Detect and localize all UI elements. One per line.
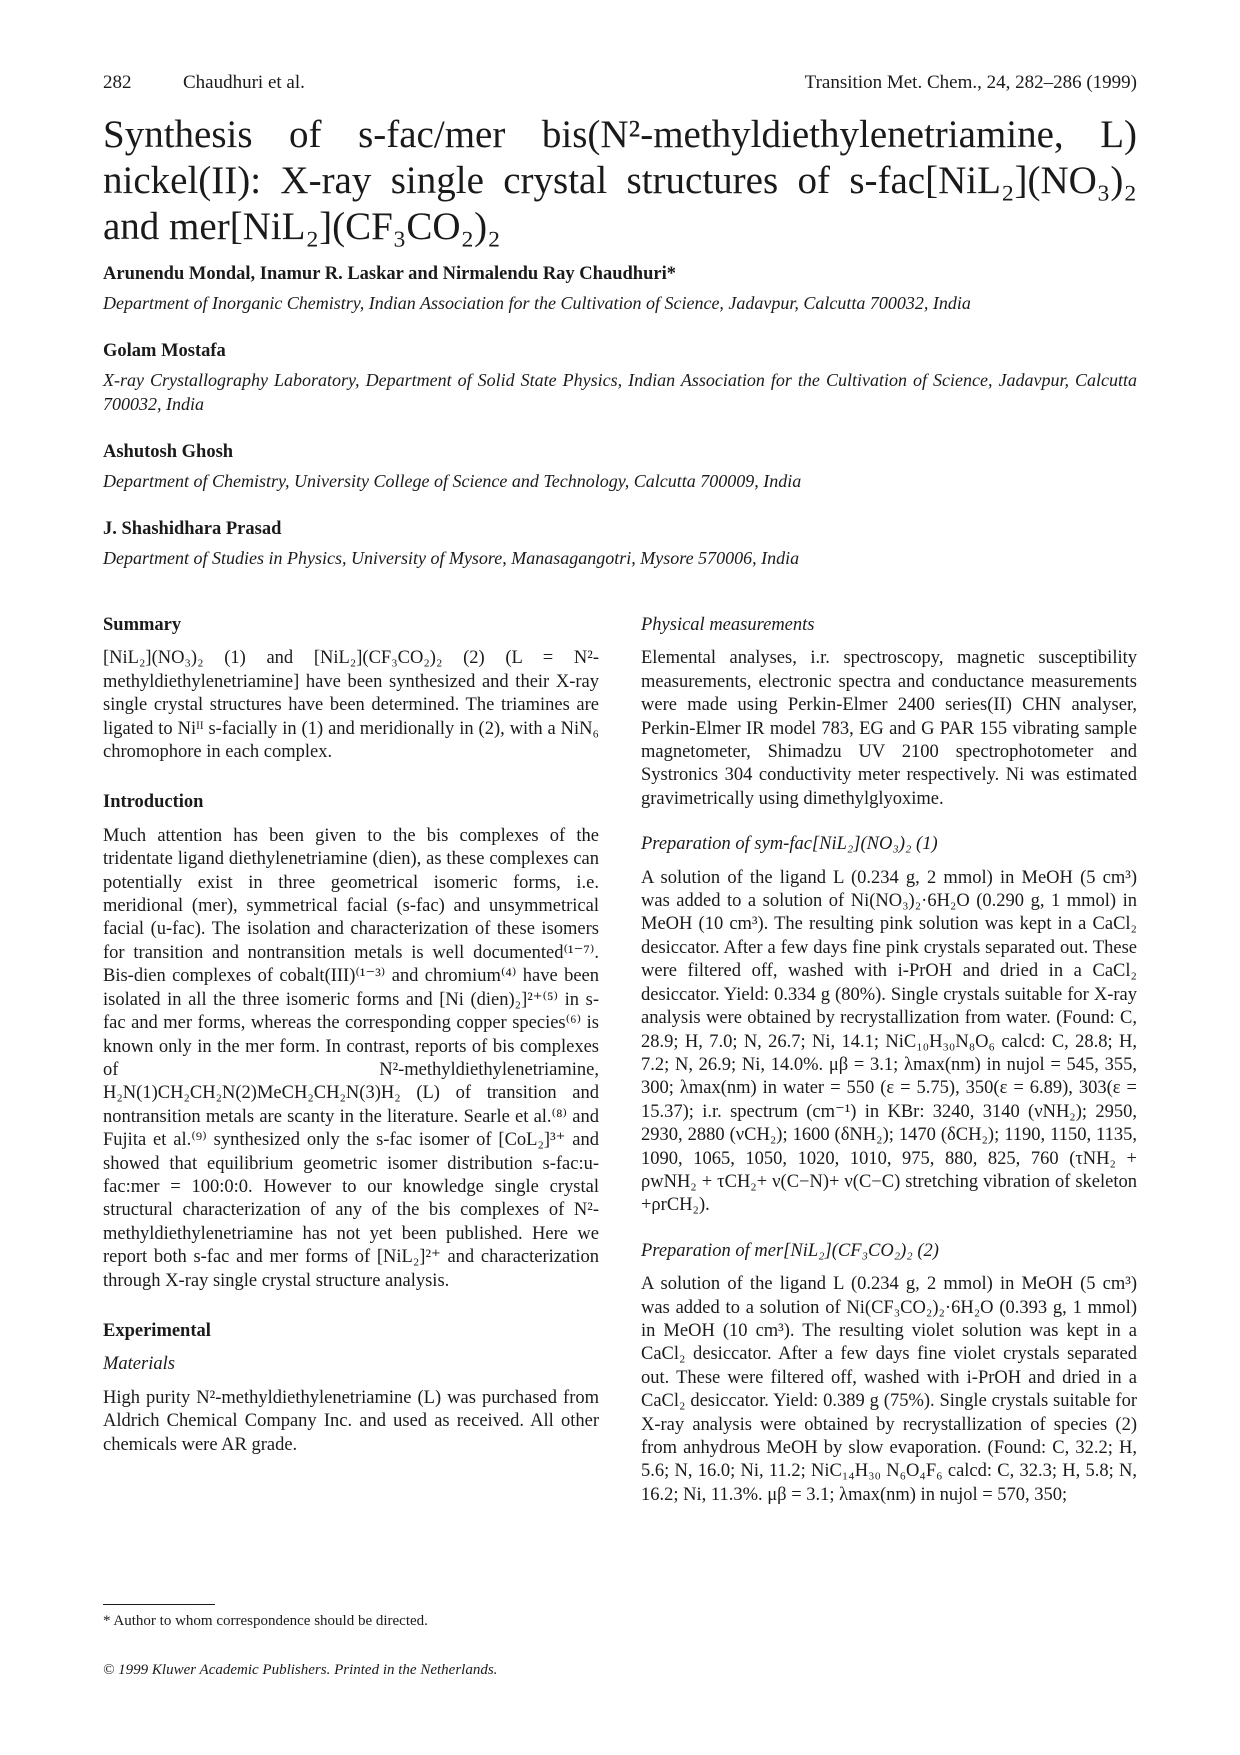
institution: X-ray Crystallography Laboratory, Department of Solid State Physics, Indian Association for the Cultivation of Science, Jadavpur, Calcutta 700032, India	[103, 370, 1137, 414]
summary-heading: Summary	[103, 615, 182, 635]
materials-text: High purity N²-methyldiethylenetriamine (L) was purchased from Aldrich Chemical Company Inc. and used as received. All other chemicals were AR grade.	[103, 1387, 599, 1455]
summary-text: [NiL₂](NO₃)₂ (1) and [NiL₂](CF₃CO₂)₂ (2) (L = N²-methyldiethylenetriamine] have been synthesized and their X-ray single crystal structures have been determined. The triamines are ligated to Niᴵᴵ s-facially in (1) and meridionally in (2), with a NiN₆ chromophore in each complex.	[103, 648, 599, 763]
article-title: Synthesis of s-fac/mer bis(N²-methyldiethylenetriamine, L) nickel(II): X-ray single crystal structures of s-fac[NiL₂](NO₃)₂ and mer[NiL₂](CF₃CO₂)₂	[103, 113, 1137, 248]
preparation-2-heading: Preparation of mer[NiL₂](CF₃CO₂)₂ (2)	[641, 1240, 939, 1261]
author-names: J. Shashidhara Prasad	[103, 519, 282, 539]
author-names: Golam Mostafa	[103, 341, 226, 361]
page-number: 282	[103, 72, 132, 93]
footnote-rule	[103, 1604, 215, 1605]
author-affiliations	[103, 262, 1137, 594]
author-names: Ashutosh Ghosh	[103, 442, 234, 462]
affiliation-block	[103, 262, 1137, 315]
materials-heading: Materials	[103, 1354, 175, 1375]
footnote: * Author to whom correspondence should be directed.	[103, 1613, 428, 1629]
author-names: Arunendu Mondal, Inamur R. Laskar and Nirmalendu Ray Chaudhuri*	[103, 264, 676, 284]
preparation-1-text: A solution of the ligand L (0.234 g, 2 mmol) in MeOH (5 cm³) was added to a solution of Ni(NO₃)₂·6H₂O (0.290 g, 1 mmol) in MeOH (10 cm³). The resulting pink solution was kept in a CaCl₂ desiccator. After a few days fine pink crystals separated out. These were filtered off, washed with i-PrOH and dried in a CaCl₂ desiccator. Yield: 0.334 g (80%). Single crystals suitable for X-ray analysis were obtained by recrystallization from water. (Found: C, 28.9; H, 7.0; N, 26.7; Ni, 14.1; NiC₁₀H₃₀N₈O₆ calcd: C, 28.8; H, 7.2; N, 26.9; Ni, 14.0%. μβ = 3.1; λmax(nm) in nujol = 545, 355, 300; λmax(nm) in water = 550 (ε = 5.75), 350(ε = 6.89), 303(ε = 15.37); i.r. spectrum (cm⁻¹) in KBr: 3240, 3140 (νNH₂); 2950, 2930, 2880 (νCH₂); 1600 (δNH₂); 1470 (δCH₂); 1190, 1150, 1135, 1090, 1065, 1050, 1020, 1010, 975, 880, 825, 760 (τNH₂ + ρwNH₂ + τCH₂+ ν(C−N)+ ν(C−C) stretching vibration of skeleton +ρrCH₂).	[641, 867, 1137, 1216]
experimental-heading: Experimental	[103, 1320, 211, 1341]
affiliation-block	[103, 339, 1137, 416]
affiliation-block	[103, 440, 1137, 493]
preparation-2-text: A solution of the ligand L (0.234 g, 2 mmol) in MeOH (5 cm³) was added to a solution of Ni(CF₃CO₂)₂·6H₂O (0.393 g, 1 mmol) in MeOH (10 cm³). The resulting violet solution was kept in a CaCl₂ desiccator. After a few days fine violet crystals separated out. These were filtered off, washed with i-PrOH and dried in a CaCl₂ desiccator. Yield: 0.389 g (75%). Single crystals suitable for X-ray analysis were obtained by recrystallization of species (2) from anhydrous MeOH by slow evaporation. (Found: C, 32.2; H, 5.6; N, 16.0; Ni, 11.2; NiC₁₄H₃₀ N₆O₄F₆ calcd: C, 32.3; H, 5.8; N, 16.2; Ni, 11.3%. μβ = 3.1; λmax(nm) in nujol = 570, 350;	[641, 1274, 1137, 1505]
institution: Department of Studies in Physics, University of Mysore, Manasagangotri, Mysore 570006, India	[103, 548, 800, 568]
introduction-text: Much attention has been given to the bis complexes of the tridentate ligand diethylenetriamine (dien), as these complexes can potentially exist in three geometrical isomeric forms, i.e. meridional (mer), symmetrical facial (s-fac) and unsymmetrical facial (u-fac). The isolation and characterization of these isomers for transition and nontransition metals is well documented⁽¹⁻⁷⁾. Bis-dien complexes of cobalt(III)⁽¹⁻³⁾ and chromium⁽⁴⁾ have been isolated in all the three isomeric forms and [Ni (dien)₂]²⁺⁽⁵⁾ in s-fac and mer forms, whereas the corresponding copper species⁽⁶⁾ is known only in the mer form. In contrast, reports of bis complexes of N²-methyldiethylenetriamine, H₂N(1)CH₂CH₂N(2)MeCH₂CH₂N(3)H₂ (L) of transition and nontransition metals are scanty in the literature. Searle et al.⁽⁸⁾ and Fujita et al.⁽⁹⁾ synthesized only the s-fac isomer of [CoL₂]³⁺ and showed that equilibrium geometric isomer distribution s-fac:u-fac:mer = 100:0:0. However to our knowledge single crystal structural characterization of any of the bis complexes of N²-methyldiethylenetriamine has not yet been published. Here we report both s-fac and mer forms of [NiL₂]²⁺ and characterization through X-ray single crystal structure analysis.	[103, 825, 599, 1291]
running-author: Chaudhuri et al.	[183, 72, 305, 93]
physical-measurements-heading: Physical measurements	[641, 615, 815, 635]
affiliation-block	[103, 517, 1137, 570]
preparation-1-heading: Preparation of sym-fac[NiL₂](NO₃)₂ (1)	[641, 834, 938, 855]
copyright-notice: © 1999 Kluwer Academic Publishers. Printed in the Netherlands.	[103, 1662, 498, 1678]
introduction-heading: Introduction	[103, 792, 204, 813]
physical-measurements-text: Elemental analyses, i.r. spectroscopy, magnetic susceptibility measurements, electronic spectra and conductance measurements were made using Perkin-Elmer 2400 series(II) CHN analyser, Perkin-Elmer IR model 783, EG and G PAR 155 vibrating sample magnetometer, Shimadzu UV 2100 spectrophotometer and Systronics 304 conductivity meter respectively. Ni was estimated gravimetrically using dimethylglyoxime.	[641, 648, 1137, 809]
journal-citation: Transition Met. Chem., 24, 282–286 (1999)	[804, 72, 1137, 93]
left-column	[103, 614, 599, 1457]
running-header	[103, 72, 1137, 96]
right-column	[641, 614, 1137, 1507]
institution: Department of Inorganic Chemistry, Indian Association for the Cultivation of Science, Jadavpur, Calcutta 700032, India	[103, 293, 971, 313]
institution: Department of Chemistry, University College of Science and Technology, Calcutta 700009, India	[103, 471, 802, 491]
